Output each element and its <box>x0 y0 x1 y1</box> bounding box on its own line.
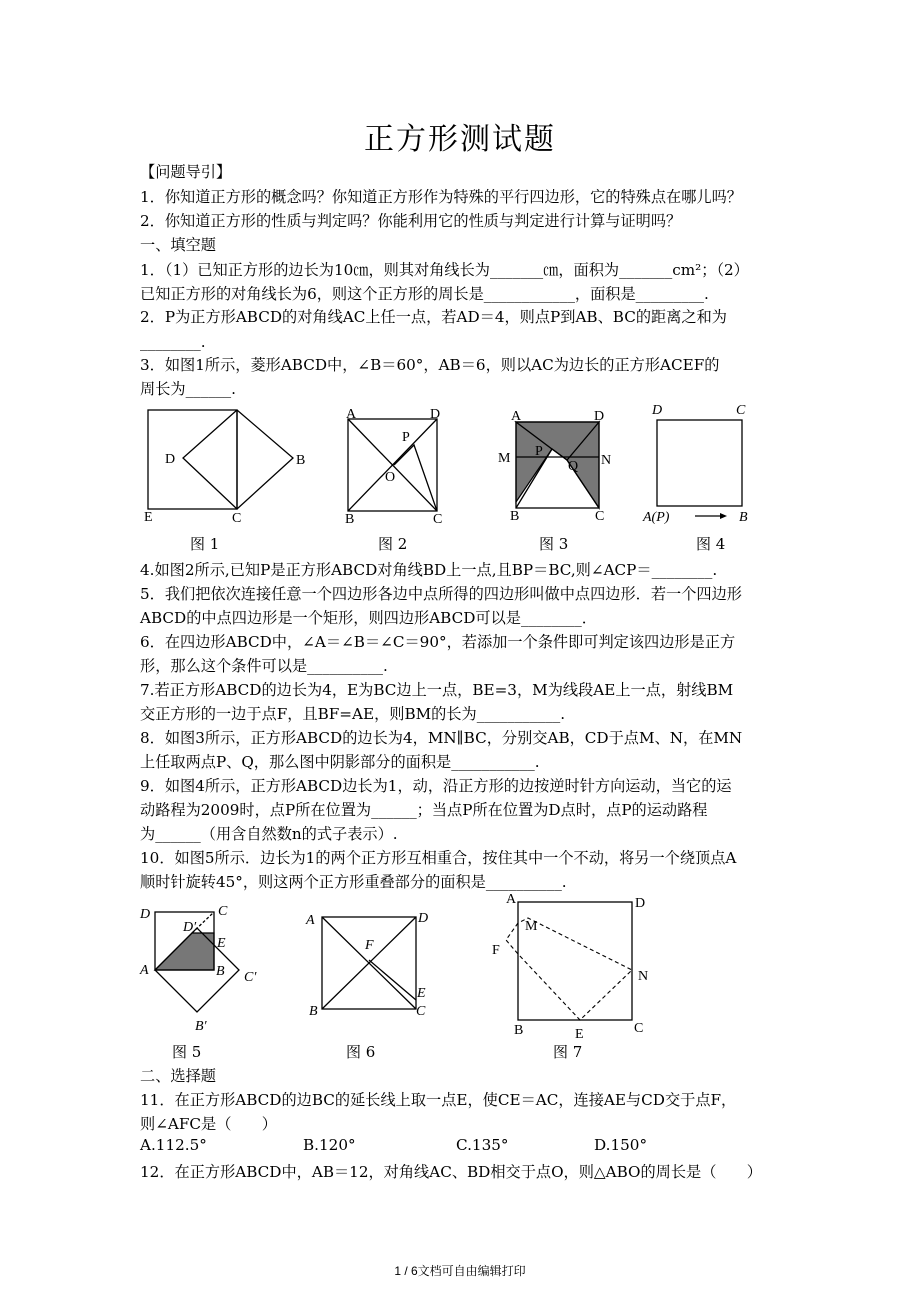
problem-6-line-1: 6．在四边形ABCD中，∠A＝∠B＝∠C＝90°，若添加一个条件即可判定该四边形是正方 <box>140 633 736 651</box>
problem-11-line-2: 则∠AFC是（ ） <box>140 1115 277 1133</box>
fig7-label-d: D <box>635 896 646 911</box>
page-title: 正方形测试题 <box>364 122 556 157</box>
fig5-label-c-prime: C′ <box>244 970 257 985</box>
option-b: B.120° <box>303 1136 356 1154</box>
figure-5 <box>134 898 274 1038</box>
fig5-label-b: B <box>216 964 225 979</box>
fig7-label-f: F <box>492 943 500 958</box>
fig3-label-p: P <box>535 444 543 459</box>
fig5-overlap-region <box>155 933 214 970</box>
fig6-label-c: C <box>416 1004 426 1019</box>
fig1-label-d: D <box>165 452 176 467</box>
problem-8-line-2: 上任取两点P、Q，那么图中阴影部分的面积是___________. <box>140 753 540 771</box>
figure-1 <box>140 400 320 525</box>
fig3-label-a: A <box>511 409 522 424</box>
figure-3 <box>493 400 623 525</box>
fig5-label-d: D <box>140 907 151 922</box>
fig3-label-m: M <box>498 451 511 466</box>
problem-4: 4.如图2所示,已知P是正方形ABCD对角线BD上一点,且BP＝BC,则∠ACP＝________. <box>140 561 718 579</box>
problem-11-line-1: 11．在正方形ABCD的边BC的延长线上取一点E，使CE＝AC，连接AE与CD交于点F， <box>140 1091 737 1109</box>
intro-question-1: 1．你知道正方形的概念吗？你知道正方形作为特殊的平行四边形，它的特殊点在哪儿吗？ <box>140 188 742 206</box>
fig7-label-e: E <box>575 1027 584 1042</box>
fig6-label-b: B <box>309 1004 318 1019</box>
problem-5-line-1: 5．我们把依次连接任意一个四边形各边中点所得的四边形叫做中点四边形．若一个四边形 <box>140 585 742 603</box>
figure-6 <box>300 900 440 1030</box>
fig3-label-b: B <box>510 509 520 524</box>
fig3-label-q: Q <box>568 459 579 474</box>
option-d: D.150° <box>594 1136 648 1154</box>
fig1-label-b: B <box>296 453 306 468</box>
fig6-label-d: D <box>418 911 429 926</box>
caption-figure-2: 图 2 <box>378 535 408 553</box>
fig4-label-d: D <box>652 403 663 418</box>
fig2-label-b: B <box>345 512 355 525</box>
problem-3-line-2: 周长为______. <box>140 380 236 398</box>
fig3-label-n: N <box>601 453 612 468</box>
caption-figure-7: 图 7 <box>553 1043 583 1061</box>
fig1-label-e: E <box>144 510 153 525</box>
problem-6-line-2: 形，那么这个条件可以是__________. <box>140 657 388 675</box>
problem-2-line-2: ________. <box>140 333 206 351</box>
caption-figure-5: 图 5 <box>172 1043 202 1061</box>
fig4-square <box>657 420 742 506</box>
fig2-label-a: A <box>346 407 357 422</box>
fig1-square <box>148 410 237 509</box>
figure-7 <box>488 890 663 1045</box>
fig2-label-c: C <box>433 512 443 525</box>
fig2-label-d: D <box>430 407 441 422</box>
fig2-label-p: P <box>402 430 410 445</box>
fig4-label-b: B <box>739 510 748 525</box>
fig5-label-a: A <box>140 963 149 978</box>
fig7-label-n: N <box>638 969 649 984</box>
problem-5-line-2: ABCD的中点四边形是一个矩形，则四边形ABCD可以是________． <box>140 609 597 627</box>
fig7-label-b: B <box>514 1023 524 1038</box>
fig6-label-e: E <box>417 986 426 1001</box>
fig7-label-a: A <box>506 892 517 907</box>
intro-question-2: 2．你知道正方形的性质与判定吗？你能利用它的性质与判定进行计算与证明吗？ <box>140 212 682 230</box>
page-footer: 1 / 6文档可自由编辑打印 <box>394 1264 526 1278</box>
fig5-label-e: E <box>217 936 226 951</box>
fig4-label-ap: A(P) <box>643 510 670 525</box>
fig7-label-c: C <box>634 1021 644 1036</box>
problem-3-line-1: 3．如图1所示，菱形ABCD中，∠B＝60°，AB＝6，则以AC为边长的正方形ACEF的 <box>140 356 720 374</box>
problem-7-line-1: 7.若正方形ABCD的边长为4，E为BC边上一点，BE=3，M为线段AE上一点，射线BM <box>140 681 734 699</box>
problem-2-line-1: 2．P为正方形ABCD的对角线AC上任一点，若AD＝4，则点P到AB、BC的距离之和为 <box>140 308 727 326</box>
option-a: A.112.5° <box>140 1136 207 1154</box>
problem-1-line-2: 已知正方形的对角线长为6，则这个正方形的周长是____________，面积是_________. <box>140 285 709 303</box>
fig7-label-m: M <box>525 919 538 934</box>
fig6-label-f: F <box>365 938 374 953</box>
fig5-label-d-prime: D′ <box>183 920 197 935</box>
problem-9-line-3: 为______（用含自然数n的式子表示）. <box>140 825 398 843</box>
problem-7-line-2: 交正方形的一边于点F，且BF=AE，则BM的长为___________. <box>140 705 566 723</box>
fig3-label-d: D <box>594 409 605 424</box>
section-multiple-choice: 二、选择题 <box>140 1067 216 1085</box>
problem-10-line-1: 10．如图5所示．边长为1的两个正方形互相重合，按住其中一个不动，将另一个绕顶点A <box>140 849 737 867</box>
fig5-label-c: C <box>218 904 228 919</box>
caption-figure-6: 图 6 <box>346 1043 376 1061</box>
problem-10-line-2: 顺时针旋转45°，则这两个正方形重叠部分的面积是__________. <box>140 873 567 891</box>
caption-figure-4: 图 4 <box>696 535 726 553</box>
problem-9-line-2: 动路程为2009时，点P所在位置为______；当点P所在位置为D点时，点P的运动路程 <box>140 801 708 819</box>
caption-figure-3: 图 3 <box>539 535 569 553</box>
figure-2 <box>335 400 455 525</box>
intro-heading: 【问题导引】 <box>140 163 232 181</box>
figure-4 <box>640 398 770 528</box>
problem-9-line-1: 9．如图4所示，正方形ABCD边长为1，动，沿正方形的边按逆时针方向运动，当它的运 <box>140 777 732 795</box>
option-c: C.135° <box>456 1136 509 1154</box>
fig3-label-c: C <box>595 509 605 524</box>
fig2-label-o: O <box>385 470 396 485</box>
fig4-motion-arrow <box>695 513 727 519</box>
problem-8-line-1: 8．如图3所示，正方形ABCD的边长为4，MN∥BC，分别交AB，CD于点M、N，在MN <box>140 729 743 747</box>
fig4-label-c: C <box>736 403 746 418</box>
fig5-label-b-prime: B′ <box>195 1019 207 1034</box>
caption-figure-1: 图 1 <box>190 535 220 553</box>
fig6-label-a: A <box>306 913 315 928</box>
problem-12: 12．在正方形ABCD中，AB＝12，对角线AC、BD相交于点O，则△ABO的周长是（ ） <box>140 1163 762 1181</box>
problem-1-line-1: 1．（1）已知正方形的边长为10㎝，则其对角线长为_______㎝，面积为_______cm²；（2） <box>140 261 749 279</box>
section-fill-in: 一、填空题 <box>140 236 216 254</box>
fig1-label-c: C <box>232 511 242 525</box>
